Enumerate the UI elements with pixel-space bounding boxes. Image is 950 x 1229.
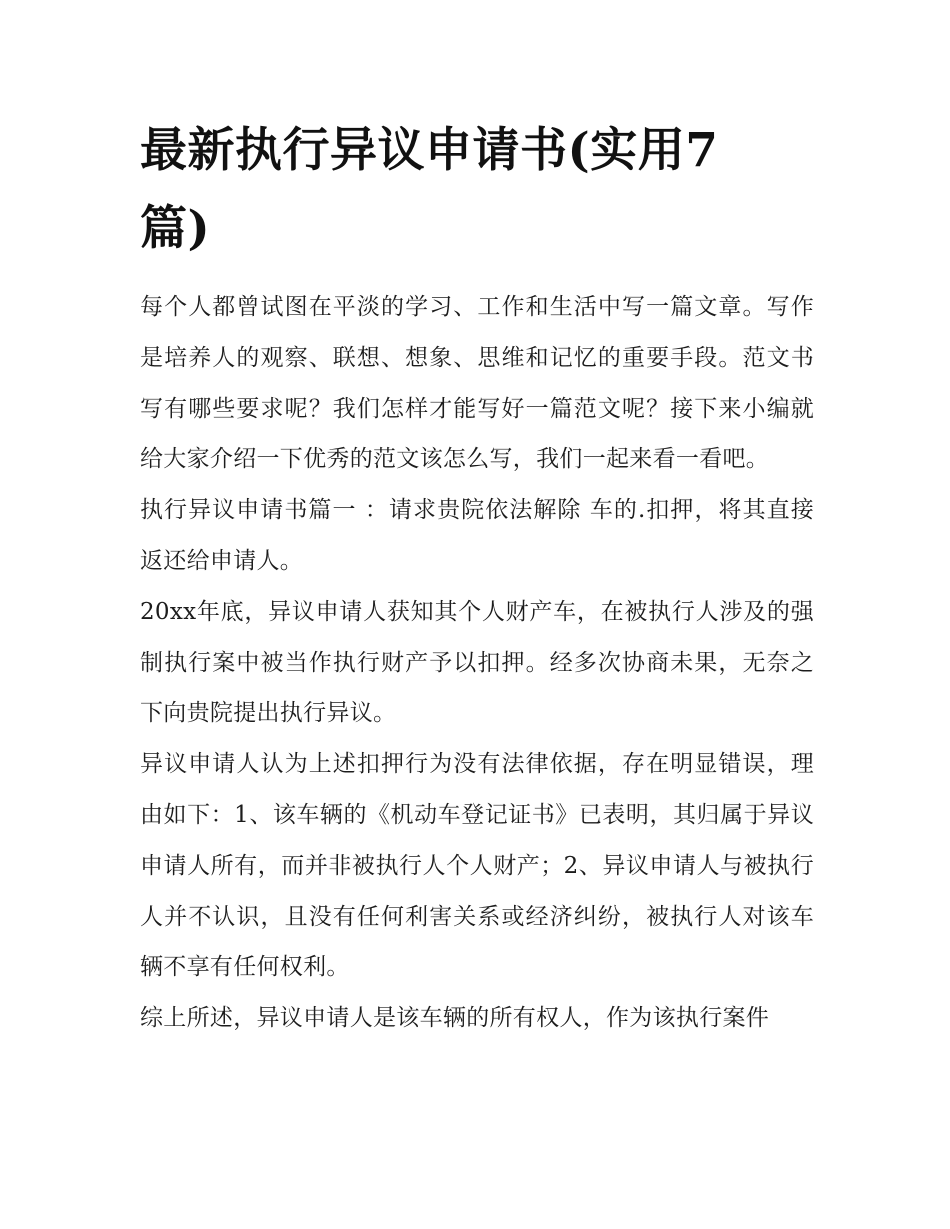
document-title: 最新执行异议申请书(实用7篇) (140, 123, 719, 256)
paragraph-background: 20xx年底，异议申请人获知其个人财产车，在被执行人涉及的强制执行案中被当作执行财产予以扣押。经多次协商未果，无奈之下向贵院提出执行异议。 (140, 598, 814, 727)
document-body (140, 282, 814, 1044)
paragraph-conclusion: 综上所述，异议申请人是该车辆的所有权人，作为该执行案件 (140, 1005, 770, 1032)
document-page (140, 112, 814, 1044)
paragraph-request: 执行异议申请书篇一 ：请求贵院依法解除 车的.扣押，将其直接返还给申请人。 (140, 497, 814, 574)
paragraph-intro: 每个人都曾试图在平淡的学习、工作和生活中写一篇文章。写作是培养人的观察、联想、想象、思维和记忆的重要手段。范文书写有哪些要求呢？我们怎样才能写好一篇范文呢？接下来小编就给大家介绍一下优秀的范文该怎么写，我们一起来看一看吧。 (140, 294, 814, 473)
paragraph-reasons: 异议申请人认为上述扣押行为没有法律依据，存在明显错误，理由如下：1、该车辆的《机动车登记证书》已表明，其归属于异议申请人所有，而并非被执行人个人财产；2、异议申请人与被执行人并不认识，且没有任何利害关系或经济纠纷，被执行人对该车辆不享有任何权利。 (140, 751, 814, 981)
